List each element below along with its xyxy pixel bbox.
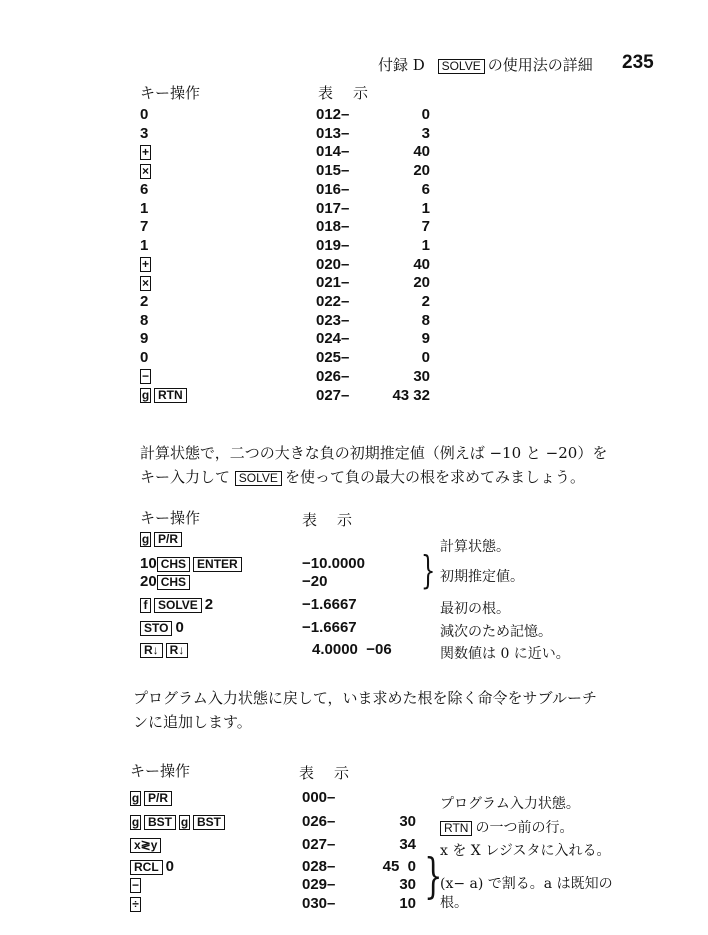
key-code: 43 32: [392, 386, 430, 404]
display-value: −20: [302, 573, 328, 590]
g-key-icon: g: [131, 790, 140, 805]
key-code: 7: [421, 218, 430, 236]
table1-keys-header: キー操作: [140, 84, 201, 102]
key-code: 0: [421, 349, 430, 367]
table3-brace-comment-line-2: 根。: [440, 895, 468, 911]
display-value: −1.6667: [302, 619, 357, 636]
key-digit: 9: [140, 330, 149, 348]
g-key-icon: g: [180, 814, 189, 829]
solve-key-icon: SOLVE: [235, 471, 282, 486]
row-comment: RTN の一つ前の行。: [440, 817, 573, 837]
table1-key-cell: [140, 368, 154, 385]
key-digit: 20: [140, 573, 157, 590]
program-line-number: 021–: [316, 274, 350, 292]
enter-key-icon: ENTER: [193, 557, 242, 572]
table1-key-cell: [140, 312, 148, 329]
table1-key-cell: [140, 218, 148, 235]
table2-key-cell: [140, 619, 184, 636]
program-line-number: 024–: [316, 330, 350, 348]
plus-key-icon: +: [141, 257, 149, 272]
chs-key-icon: CHS: [157, 557, 190, 572]
plus-key-icon: +: [141, 144, 149, 159]
table3-brace: }: [424, 848, 443, 904]
rtn-key-icon: RTN: [154, 388, 187, 403]
table1-key-cell: [140, 125, 148, 142]
paragraph-2-line-2: ンに追加します。: [133, 713, 252, 731]
program-line-number: 029–: [302, 876, 336, 893]
table3-key-cell: [130, 813, 228, 830]
key-code: 6: [421, 180, 430, 198]
key-code: 30: [399, 813, 416, 830]
row-comment: 最初の根。: [440, 601, 510, 617]
sto-key-icon: STO: [140, 621, 172, 636]
table1-key-cell: [140, 237, 148, 254]
table1-key-cell: [140, 349, 148, 366]
program-line-number: 027–: [316, 386, 350, 404]
f-key-icon: f: [140, 598, 151, 613]
appendix-label: 付録 D: [378, 56, 425, 74]
table3-key-cell: [130, 895, 144, 912]
program-line-number: 026–: [302, 813, 336, 830]
program-line-number: 030–: [302, 895, 336, 912]
key-digit: 0: [140, 349, 149, 367]
minus-key-icon: −: [131, 877, 139, 892]
key-code: 3: [421, 124, 430, 142]
g-key-icon: g: [131, 814, 140, 829]
table2-brace: }: [420, 548, 436, 592]
display-value: −1.6667: [302, 596, 357, 613]
table1-key-cell: [140, 106, 148, 123]
key-code: 1: [421, 199, 430, 217]
table1-key-cell: [140, 200, 148, 217]
p-r-key-icon: P/R: [144, 791, 172, 806]
key-digit: 2: [140, 293, 149, 310]
rcl-key-icon: RCL: [130, 860, 163, 875]
key-digit: 7: [140, 218, 149, 236]
row-comment: 減次のため記憶。: [440, 624, 552, 640]
running-header: [378, 54, 593, 75]
row-comment: 計算状態。: [440, 539, 510, 555]
table1-key-cell: [140, 181, 148, 198]
g-key-icon: g: [141, 531, 150, 546]
key-code: 30: [413, 367, 430, 385]
multiply-key-icon: ×: [141, 275, 149, 290]
table2-key-cell: [140, 596, 213, 613]
table1-key-cell: [140, 162, 154, 179]
table3-keys-header: キー操作: [130, 762, 191, 780]
table1-key-cell: [140, 274, 154, 291]
key-code: 2: [421, 293, 430, 310]
display-value: 4.0000 −06: [312, 641, 392, 658]
x-exchange-y-key-icon: x≷y: [130, 838, 161, 853]
g-key-icon: g: [141, 388, 150, 403]
table1-key-cell: [140, 293, 148, 310]
key-code: 20: [413, 162, 430, 180]
program-line-number: 016–: [316, 180, 350, 198]
table3-brace-comment-line-1: (x− a) で割る。a は既知の: [440, 876, 613, 892]
key-digit: 1: [140, 236, 149, 254]
rtn-key-icon: RTN: [440, 821, 472, 836]
row-comment: 関数値は 0 に近い。: [440, 646, 570, 662]
roll-down-key-icon: R↓: [166, 643, 189, 658]
table1-key-cell: [140, 256, 154, 273]
table2-brace-comment: 初期推定値。: [440, 569, 524, 585]
key-code: 40: [413, 143, 430, 161]
table1-key-cell: [140, 330, 148, 347]
key-code: 0: [421, 106, 430, 123]
program-line-number: 020–: [316, 255, 350, 273]
program-line-number: 028–: [302, 858, 336, 875]
key-digit: 2: [204, 596, 214, 613]
key-digit: 0: [175, 619, 184, 636]
table2-key-cell: [140, 641, 191, 658]
key-code: 45 0: [382, 858, 416, 875]
header-title: の使用法の詳細: [487, 56, 593, 74]
table2-keys-header: キー操作: [140, 509, 201, 527]
program-line-number: 018–: [316, 218, 350, 236]
table3-key-cell: [130, 858, 174, 875]
paragraph-2-line-1: プログラム入力状態に戻して，いま求めた根を除く命令をサブルーチ: [133, 689, 597, 707]
program-line-number: 013–: [316, 124, 350, 142]
bst-key-icon: BST: [193, 815, 225, 830]
program-line-number: 027–: [302, 836, 336, 853]
key-code: 34: [399, 836, 416, 853]
paragraph-1-line-1: 計算状態で，二つの大きな負の初期推定値（例えば −10 と −20）を: [140, 444, 608, 462]
table1-display-header: 表示: [318, 84, 389, 102]
table1-key-cell: [140, 387, 190, 404]
key-digit: 0: [165, 858, 175, 875]
chs-key-icon: CHS: [157, 575, 190, 590]
program-line-number: 019–: [316, 236, 350, 254]
program-line-number: 014–: [316, 143, 350, 161]
multiply-key-icon: ×: [141, 163, 149, 178]
program-line-number: 022–: [316, 293, 350, 310]
key-code: 8: [421, 311, 430, 329]
program-line-number: 000–: [302, 789, 336, 806]
table3-key-cell: [130, 836, 164, 853]
table2-key-cell: [140, 555, 245, 572]
key-digit: 1: [140, 199, 149, 217]
p-r-key-icon: P/R: [154, 532, 182, 547]
row-comment: プログラム入力状態。: [440, 796, 580, 812]
divide-key-icon: ÷: [130, 897, 141, 912]
solve-key-icon: SOLVE: [438, 59, 485, 74]
bst-key-icon: BST: [144, 815, 176, 830]
table1-key-cell: [140, 143, 154, 160]
key-code: 40: [413, 255, 430, 273]
key-code: 9: [421, 330, 430, 348]
program-line-number: 025–: [316, 349, 350, 367]
table3-key-cell: [130, 876, 144, 893]
key-digit: 8: [140, 311, 149, 329]
key-digit: 0: [140, 106, 149, 123]
solve-key-icon: SOLVE: [154, 598, 202, 613]
program-line-number: 017–: [316, 199, 350, 217]
table3-display-header: 表示: [299, 764, 370, 782]
key-digit: 10: [140, 555, 157, 572]
page-number: 235: [622, 52, 654, 73]
table3-key-cell: [130, 789, 175, 806]
program-line-number: 026–: [316, 367, 350, 385]
minus-key-icon: −: [141, 369, 149, 384]
table2-key-cell: [140, 573, 193, 590]
key-digit: 6: [140, 180, 149, 198]
table2-key-cell: [140, 530, 185, 547]
row-comment: x を X レジスタに入れる。: [440, 843, 611, 859]
display-value: −10.0000: [302, 555, 365, 572]
key-code: 10: [399, 895, 416, 912]
paragraph-1-line-2: キー入力して SOLVE を使って負の最大の根を求めてみましょう。: [140, 468, 585, 486]
key-code: 1: [421, 236, 430, 254]
key-code: 30: [399, 876, 416, 893]
roll-down-key-icon: R↓: [140, 643, 163, 658]
table2-display-header: 表示: [302, 511, 373, 529]
key-code: 20: [413, 274, 430, 292]
program-line-number: 023–: [316, 311, 350, 329]
key-digit: 3: [140, 124, 149, 142]
program-line-number: 015–: [316, 162, 350, 180]
program-line-number: 012–: [316, 106, 350, 123]
